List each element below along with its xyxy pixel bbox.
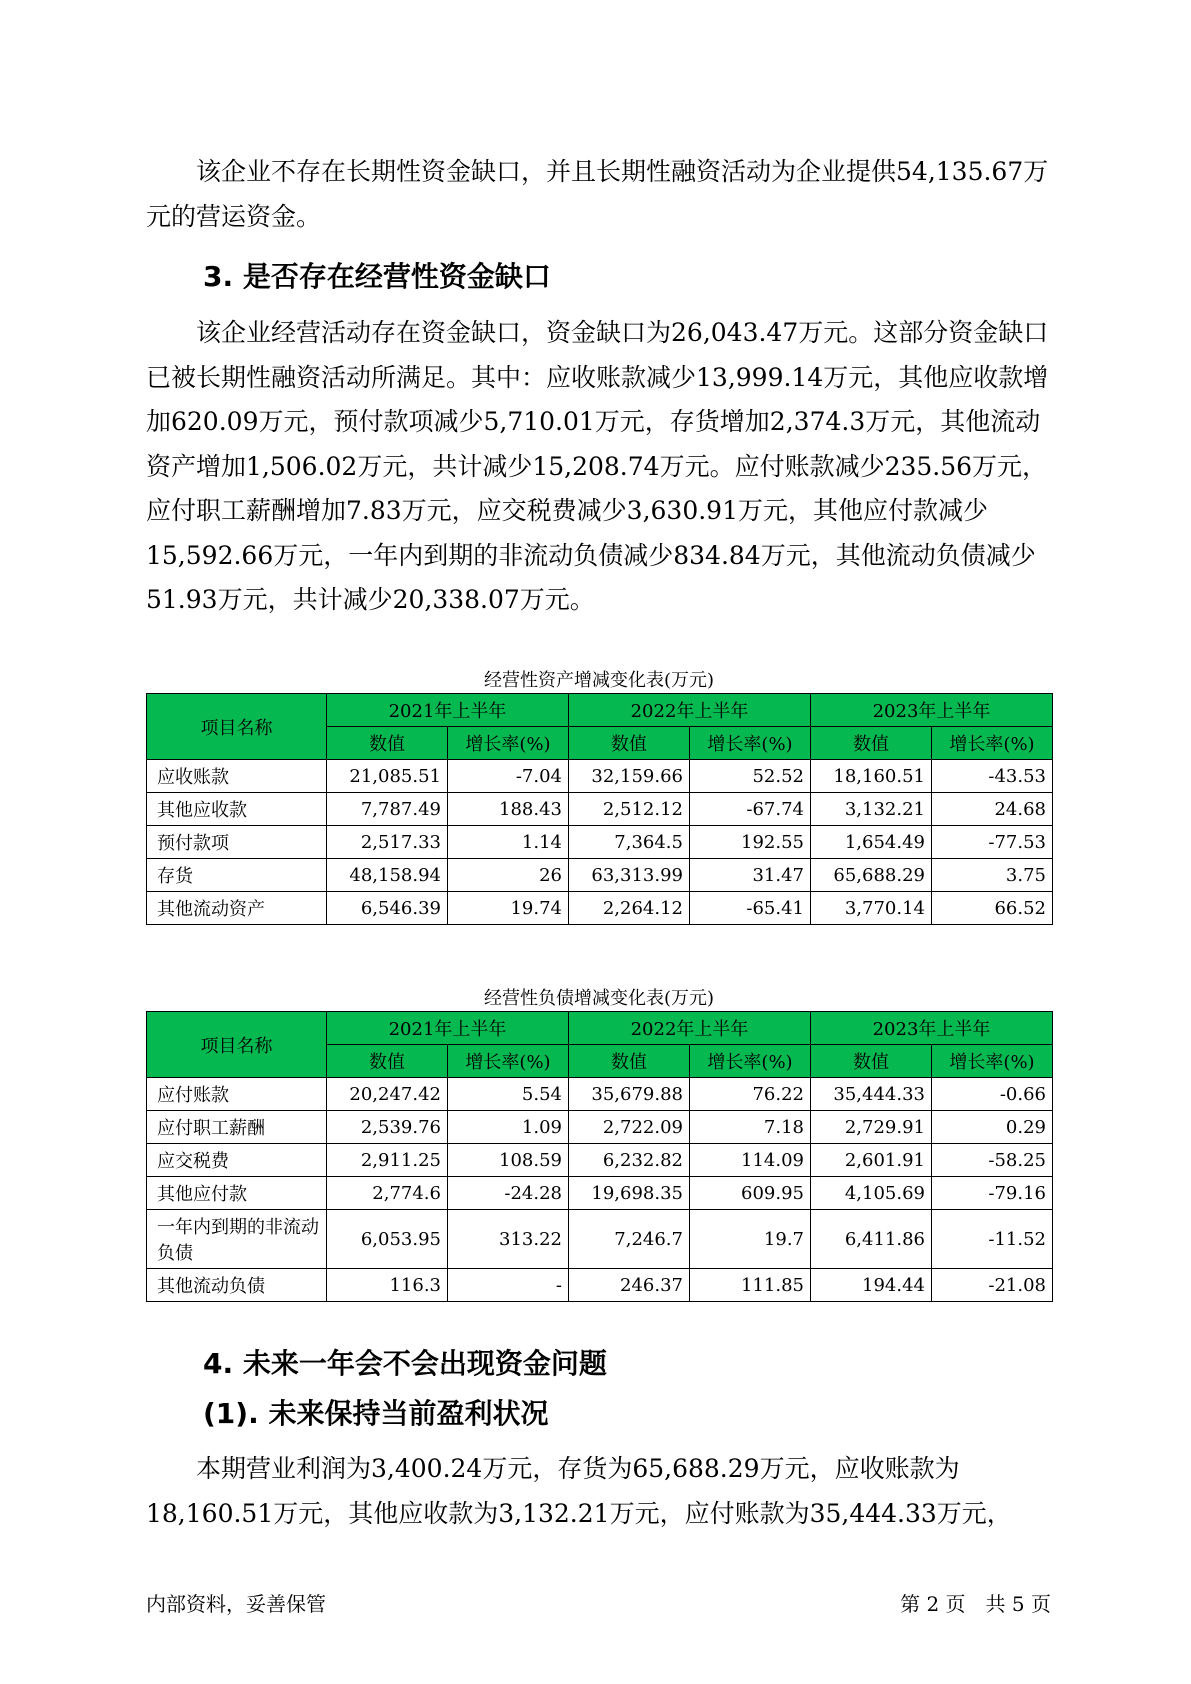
growth-cell: -58.25 [932,1144,1053,1177]
row-label: 应收账款 [147,760,327,793]
subheader-growth: 增长率(%) [690,727,811,760]
growth-cell: 609.95 [690,1177,811,1210]
paragraph-current-profit [146,1447,1056,1536]
value-cell: 6,411.86 [811,1210,932,1269]
row-label: 存货 [147,859,327,892]
value-cell: 7,364.5 [569,826,690,859]
subheader-value: 数值 [327,727,448,760]
subheader-value: 数值 [569,1045,690,1078]
growth-cell: 24.68 [932,793,1053,826]
growth-cell: 188.43 [448,793,569,826]
value-cell: 7,787.49 [327,793,448,826]
header-item-name: 项目名称 [147,694,327,760]
value-cell: 6,546.39 [327,892,448,925]
value-cell: 116.3 [327,1269,448,1302]
subheader-growth: 增长率(%) [932,1045,1053,1078]
growth-cell: -43.53 [932,760,1053,793]
growth-cell: - [448,1269,569,1302]
subheader-value: 数值 [811,1045,932,1078]
value-cell: 18,160.51 [811,760,932,793]
growth-cell: 0.29 [932,1111,1053,1144]
growth-cell: 52.52 [690,760,811,793]
growth-cell: 19.74 [448,892,569,925]
row-label: 预付款项 [147,826,327,859]
table-header-row [147,1012,1053,1045]
growth-cell: 108.59 [448,1144,569,1177]
subheader-value: 数值 [811,727,932,760]
subsection-heading-4-1: (1). 未来保持当前盈利状况 [203,1397,549,1430]
value-cell: 2,774.6 [327,1177,448,1210]
table-header-row [147,694,1053,727]
header-year-2022: 2022年上半年 [569,1012,811,1045]
value-cell: 3,770.14 [811,892,932,925]
value-cell: 35,679.88 [569,1078,690,1111]
value-cell: 2,512.12 [569,793,690,826]
subheader-growth: 增长率(%) [448,727,569,760]
value-cell: 6,232.82 [569,1144,690,1177]
section-heading-4: 4. 未来一年会不会出现资金问题 [203,1347,607,1380]
header-year-2023: 2023年上半年 [811,694,1053,727]
growth-cell: 7.18 [690,1111,811,1144]
paragraph-text: 该企业不存在长期性资金缺口，并且长期性融资活动为企业提供54,135.67万元的营运资金。 [146,157,1049,231]
paragraph-text: 该企业经营活动存在资金缺口，资金缺口为26,043.47万元。这部分资金缺口已被长期性融资活动所满足。其中：应收账款减少13,999.14万元，其他应收款增加620.09万元，预付款项减少5,710.01万元，存货增加2,374.3万元，其他流动资产增加1,506.02万元，共计减少15,208.74万元。应付账款减少235.56万元，应付职工薪酬增加7.83万元，应交税费减少3,630.91万元，其他应付款减少15,592.66万元，一年内到期的非流动负债减少834.84万元，其他流动负债减少51.93万元，共计减少20,338.07万元。 [146,318,1049,614]
value-cell: 194.44 [811,1269,932,1302]
row-label: 其他应付款 [147,1177,327,1210]
growth-cell: 31.47 [690,859,811,892]
row-label: 其他流动负债 [147,1269,327,1302]
growth-cell: 192.55 [690,826,811,859]
value-cell: 19,698.35 [569,1177,690,1210]
subheader-growth: 增长率(%) [690,1045,811,1078]
value-cell: 65,688.29 [811,859,932,892]
growth-cell: -79.16 [932,1177,1053,1210]
row-label: 其他流动资产 [147,892,327,925]
header-year-2021: 2021年上半年 [327,694,569,727]
header-item-name: 项目名称 [147,1012,327,1078]
header-year-2023: 2023年上半年 [811,1012,1053,1045]
growth-cell: 5.54 [448,1078,569,1111]
growth-cell: 3.75 [932,859,1053,892]
value-cell: 6,053.95 [327,1210,448,1269]
value-cell: 2,601.91 [811,1144,932,1177]
value-cell: 35,444.33 [811,1078,932,1111]
header-year-2022: 2022年上半年 [569,694,811,727]
table-row [147,859,1053,892]
value-cell: 7,246.7 [569,1210,690,1269]
table-row [147,1177,1053,1210]
growth-cell: -7.04 [448,760,569,793]
growth-cell: 114.09 [690,1144,811,1177]
paragraph-operating-gap [146,311,1056,623]
growth-cell: -77.53 [932,826,1053,859]
subheader-growth: 增长率(%) [932,727,1053,760]
table-row [147,760,1053,793]
subheader-growth: 增长率(%) [448,1045,569,1078]
growth-cell: -11.52 [932,1210,1053,1269]
growth-cell: 26 [448,859,569,892]
value-cell: 21,085.51 [327,760,448,793]
row-label: 其他应收款 [147,793,327,826]
growth-cell: -21.08 [932,1269,1053,1302]
table-row [147,826,1053,859]
table-caption-liabilities: 经营性负债增减变化表(万元) [483,988,715,1009]
growth-cell: -67.74 [690,793,811,826]
growth-cell: 66.52 [932,892,1053,925]
row-label: 应付账款 [147,1078,327,1111]
value-cell: 32,159.66 [569,760,690,793]
growth-cell: 1.09 [448,1111,569,1144]
table-caption-assets: 经营性资产增减变化表(万元) [483,670,715,691]
value-cell: 2,722.09 [569,1111,690,1144]
row-label: 应付职工薪酬 [147,1111,327,1144]
growth-cell: 19.7 [690,1210,811,1269]
paragraph-text: 本期营业利润为3,400.24万元，存货为65,688.29万元，应收账款为18,160.51万元，其他应收款为3,132.21万元，应付账款为35,444.33万元， [146,1454,1012,1528]
table-row [147,1269,1053,1302]
value-cell: 2,539.76 [327,1111,448,1144]
paragraph-long-term-financing [146,150,1056,239]
value-cell: 2,264.12 [569,892,690,925]
growth-cell: -24.28 [448,1177,569,1210]
subheader-value: 数值 [327,1045,448,1078]
table-body [147,760,1053,925]
growth-cell: -65.41 [690,892,811,925]
operating-liabilities-table [146,1011,1053,1302]
growth-cell: 313.22 [448,1210,569,1269]
footer-page-number: 第 2 页 共 5 页 [900,1592,1051,1616]
value-cell: 3,132.21 [811,793,932,826]
operating-assets-table [146,693,1053,925]
footer-left: 内部资料，妥善保管 [146,1592,326,1616]
growth-cell: 1.14 [448,826,569,859]
value-cell: 20,247.42 [327,1078,448,1111]
table-row [147,1111,1053,1144]
table-row [147,793,1053,826]
table-row [147,1078,1053,1111]
value-cell: 63,313.99 [569,859,690,892]
value-cell: 48,158.94 [327,859,448,892]
growth-cell: -0.66 [932,1078,1053,1111]
value-cell: 2,911.25 [327,1144,448,1177]
table-row [147,892,1053,925]
table-row [147,1210,1053,1269]
row-label: 一年内到期的非流动负债 [147,1210,327,1269]
subheader-value: 数值 [569,727,690,760]
table-body [147,1078,1053,1302]
value-cell: 1,654.49 [811,826,932,859]
row-label: 应交税费 [147,1144,327,1177]
value-cell: 2,517.33 [327,826,448,859]
section-heading-3: 3. 是否存在经营性资金缺口 [203,260,551,293]
value-cell: 4,105.69 [811,1177,932,1210]
value-cell: 246.37 [569,1269,690,1302]
value-cell: 2,729.91 [811,1111,932,1144]
growth-cell: 76.22 [690,1078,811,1111]
table-row [147,1144,1053,1177]
growth-cell: 111.85 [690,1269,811,1302]
header-year-2021: 2021年上半年 [327,1012,569,1045]
